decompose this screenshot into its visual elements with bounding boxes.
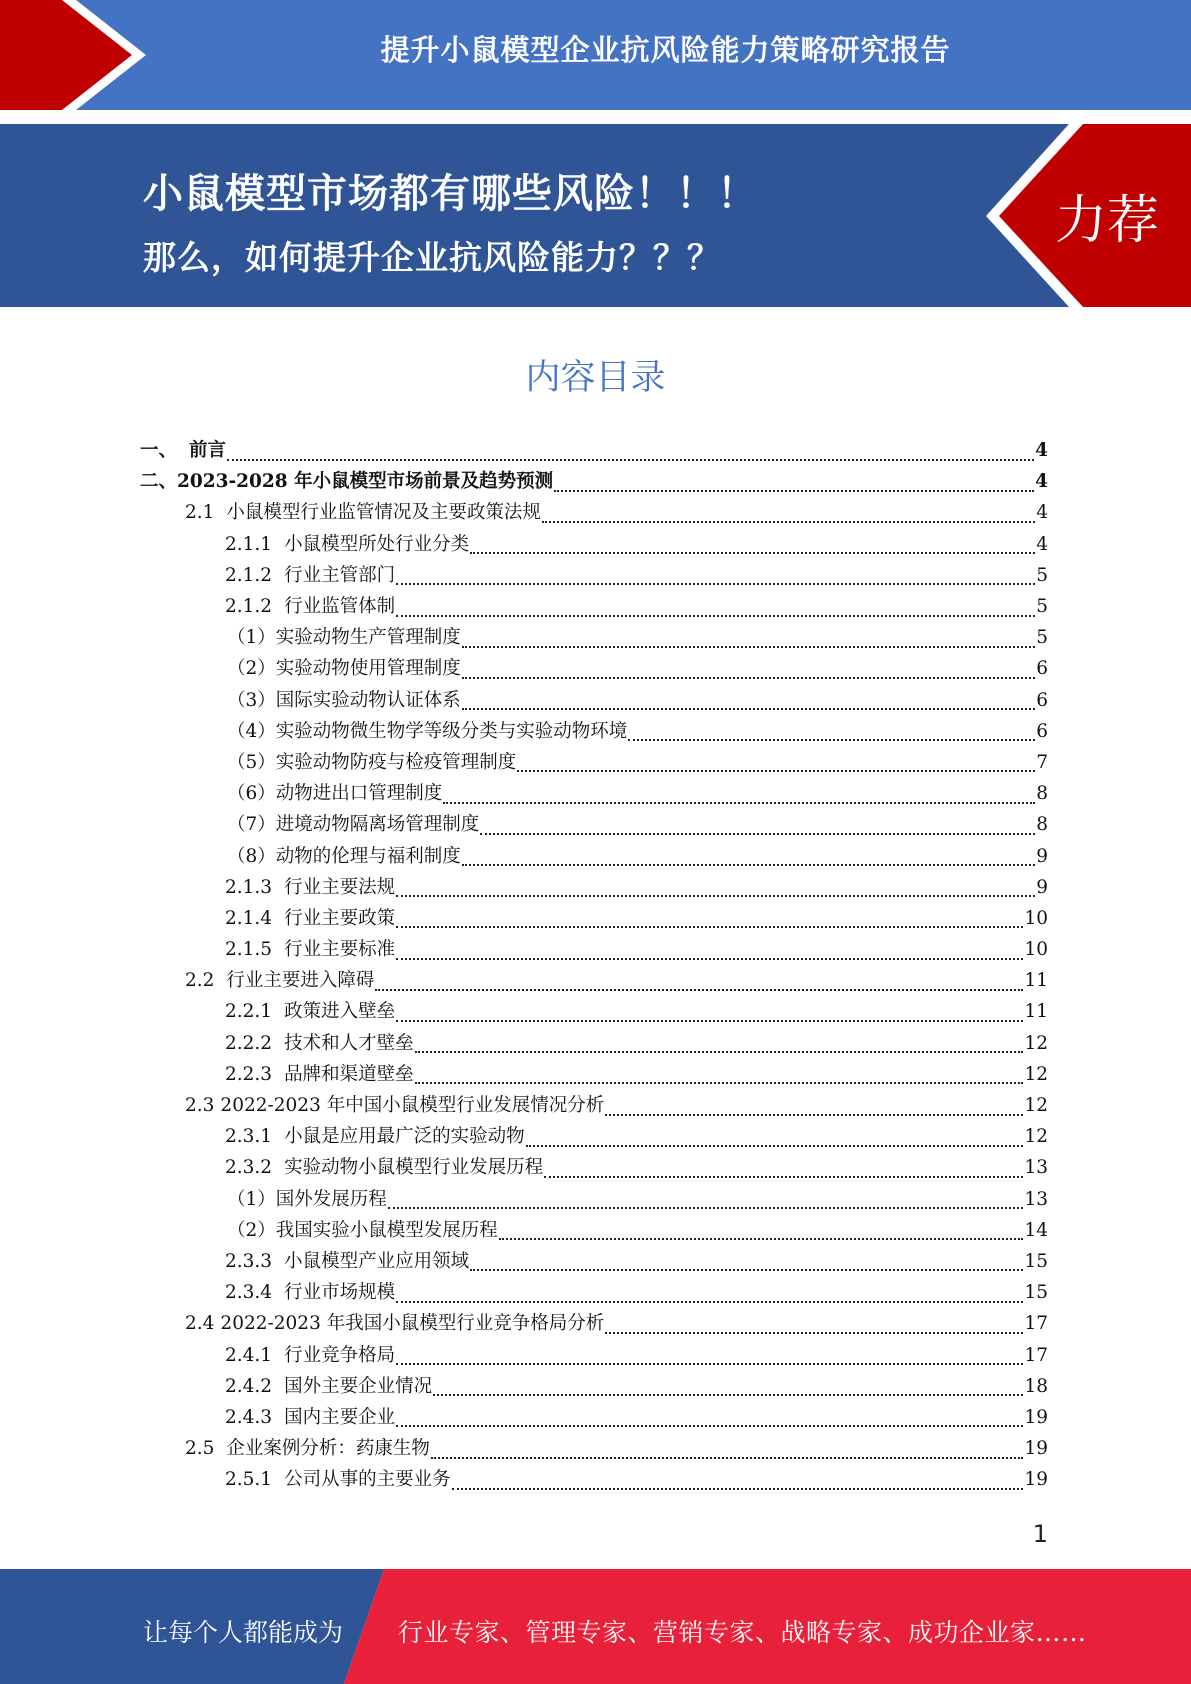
toc-entry[interactable]: 2.2.1 政策进入壁垒 11 [140,996,1048,1027]
dot-leader [375,969,1023,991]
toc-entry-text: 国外发展历程 [275,1188,387,1210]
toc-entry[interactable]: 2.1.5 行业主要标准 10 [140,934,1048,965]
toc-entry[interactable]: 2.5 企业案例分析：药康生物 19 [140,1433,1048,1464]
dot-leader [415,1062,1024,1084]
toc-entry-text: 动物的伦理与福利制度 [275,845,461,867]
toc-entry-page: 15 [1024,1250,1048,1272]
toc-entry-page: 19 [1024,1406,1048,1428]
toc-entry-text: 政策进入壁垒 [284,1001,396,1023]
toc-entry-text: 公司从事的主要业务 [284,1469,451,1491]
toc-entry-text: 行业监管体制 [284,596,396,618]
toc-entry-text: 2023-2028 年小鼠模型市场前景及趋势预测 [177,471,554,493]
toc-entry-text: 行业主要政策 [284,907,396,929]
dot-leader [462,844,1035,866]
toc-entry-page: 6 [1036,658,1048,680]
dot-leader [452,1468,1024,1490]
toc-entry-page: 17 [1024,1344,1048,1366]
toc-entry-text: 品牌和渠道壁垒 [284,1063,414,1085]
dot-leader [605,1094,1023,1116]
toc-entry-text: 实验动物生产管理制度 [275,627,461,649]
dot-leader [396,1281,1023,1303]
toc-entry[interactable]: 2.3.1 小鼠是应用最广泛的实验动物 12 [140,1121,1048,1152]
toc-entry-page: 10 [1024,939,1048,961]
dot-leader [443,782,1035,804]
dot-leader [388,1187,1024,1209]
toc-entry-text: 小鼠是应用最广泛的实验动物 [284,1126,525,1148]
report-title: 提升小鼠模型企业抗风险能力策略研究报告 [380,33,951,67]
toc-entry-page: 11 [1024,1001,1048,1023]
toc-entry[interactable]: 2.2 行业主要进入障碍 11 [140,965,1048,996]
toc-entry[interactable]: 2.4 2022-2023 年我国小鼠模型行业竞争格局分析 17 [140,1308,1048,1339]
dot-leader [462,626,1035,648]
toc-entry[interactable]: 2.3.3 小鼠模型产业应用领域 15 [140,1246,1048,1277]
dot-leader [462,688,1035,710]
toc-entry[interactable]: 2.3 2022-2023 年中国小鼠模型行业发展情况分析 12 [140,1090,1048,1121]
toc-entry-page: 4 [1036,533,1048,555]
toc-entry-text: 行业主管部门 [284,564,396,586]
toc-entry-page: 4 [1035,471,1048,493]
toc-entry-page: 19 [1024,1438,1048,1460]
footer-band [0,1569,1191,1684]
toc-entry[interactable]: 2.1.4 行业主要政策 10 [140,903,1048,934]
dot-leader [396,906,1023,928]
dot-leader [433,1374,1023,1396]
toc-entry-text: 行业主要法规 [284,876,396,898]
toc-entry-text: 实验动物防疫与检疫管理制度 [275,751,517,773]
toc-entry[interactable]: 2.3.2 实验动物小鼠模型行业发展历程 13 [140,1152,1048,1183]
toc-entry-page: 7 [1036,751,1048,773]
toc-entry[interactable]: （2） 我国实验小鼠模型发展历程 14 [140,1215,1048,1246]
toc-entry-text: 行业竞争格局 [284,1344,396,1366]
dot-leader [396,1343,1023,1365]
toc-entry[interactable]: （4） 实验动物微生物学等级分类与实验动物环境 6 [140,716,1048,747]
toc-entry-page: 5 [1036,627,1048,649]
table-of-contents [140,435,1048,1495]
toc-entry-page: 8 [1036,783,1048,805]
toc-entry-page: 8 [1036,814,1048,836]
toc-entry[interactable]: 2.4.1 行业竞争格局 17 [140,1339,1048,1370]
dot-leader [431,1437,1024,1459]
dot-leader [415,1031,1024,1053]
toc-entry[interactable]: 二、 2023-2028 年小鼠模型市场前景及趋势预测 4 [140,466,1048,497]
dot-leader [396,1405,1023,1427]
toc-entry-text: 国内主要企业 [284,1406,396,1428]
toc-entry-page: 19 [1024,1469,1048,1491]
toc-entry-text: 国外主要企业情况 [284,1375,433,1397]
toc-entry[interactable]: （7） 进境动物隔离场管理制度 8 [140,809,1048,840]
footer-slogan-right: 行业专家、管理专家、营销专家、战略专家、成功企业家…… [398,1618,1087,1647]
toc-entry[interactable]: 2.1 小鼠模型行业监管情况及主要政策法规 4 [140,497,1048,528]
toc-entry-text: 实验动物小鼠模型行业发展历程 [284,1157,544,1179]
toc-entry-page: 15 [1024,1282,1048,1304]
toc-entry-page: 9 [1036,845,1048,867]
recommend-badge: 力荐 [1054,191,1159,251]
toc-entry-page: 17 [1024,1313,1048,1335]
dot-leader [396,1000,1023,1022]
toc-entry-text: 行业市场规模 [284,1282,396,1304]
dot-leader [554,470,1034,492]
dot-leader [470,532,1035,554]
toc-entry-text: 小鼠模型产业应用领域 [284,1250,470,1272]
toc-entry-text: 前言 [189,440,227,462]
toc-entry[interactable]: （1） 国外发展历程 13 [140,1184,1048,1215]
toc-entry[interactable]: 2.5.1 公司从事的主要业务 19 [140,1464,1048,1495]
toc-entry-page: 4 [1036,502,1048,524]
dot-leader [526,1125,1024,1147]
toc-entry-page: 12 [1024,1063,1048,1085]
toc-entry-text: 实验动物使用管理制度 [275,658,461,680]
dot-leader [628,719,1035,741]
toc-entry[interactable]: 2.4.3 国内主要企业 19 [140,1402,1048,1433]
dot-leader [499,1218,1024,1240]
footer-slogan-left: 让每个人都能成为 [143,1618,344,1647]
toc-entry-text: 行业主要标准 [284,939,396,961]
toc-entry-page: 12 [1024,1126,1048,1148]
dot-leader [470,1249,1023,1271]
toc-entry-page: 6 [1036,689,1048,711]
toc-entry-page: 11 [1024,970,1048,992]
toc-entry-text: 国际实验动物认证体系 [275,689,461,711]
dot-leader [605,1312,1023,1334]
dot-leader [480,813,1035,835]
toc-entry-text: 2022-2023 年中国小鼠模型行业发展情况分析 [220,1095,605,1117]
toc-entry[interactable]: 2.1.2 行业监管体制 5 [140,591,1048,622]
dot-leader [517,750,1035,772]
toc-entry-text: 2022-2023 年我国小鼠模型行业竞争格局分析 [220,1313,605,1335]
dot-leader [396,875,1035,897]
toc-entry-page: 9 [1036,876,1048,898]
toc-heading: 内容目录 [525,358,666,398]
toc-entry[interactable]: （8） 动物的伦理与福利制度 9 [140,840,1048,871]
toc-entry-text: 实验动物微生物学等级分类与实验动物环境 [275,720,628,742]
toc-entry[interactable]: （6） 动物进出口管理制度 8 [140,778,1048,809]
toc-entry[interactable]: （3） 国际实验动物认证体系 6 [140,685,1048,716]
toc-entry[interactable]: （1） 实验动物生产管理制度 5 [140,622,1048,653]
toc-entry[interactable]: 2.3.4 行业市场规模 15 [140,1277,1048,1308]
report-header-band [0,0,1191,110]
toc-entry[interactable]: （2） 实验动物使用管理制度 6 [140,653,1048,684]
dot-leader [396,563,1035,585]
dot-leader [227,439,1034,461]
toc-entry-text: 小鼠模型行业监管情况及主要政策法规 [226,502,541,524]
toc-entry[interactable]: 2.2.2 技术和人才壁垒 12 [140,1028,1048,1059]
toc-entry-page: 6 [1036,720,1048,742]
dot-leader [542,501,1035,523]
toc-entry-text: 进境动物隔离场管理制度 [275,814,480,836]
toc-entry-text: 技术和人才壁垒 [284,1032,414,1054]
page-number: 1 [1032,1520,1048,1548]
dot-leader [544,1156,1023,1178]
toc-entry-page: 14 [1024,1219,1048,1241]
toc-entry-page: 4 [1035,440,1048,462]
toc-entry-page: 10 [1024,907,1048,929]
toc-entry[interactable]: 2.1.3 行业主要法规 9 [140,872,1048,903]
toc-entry-page: 13 [1024,1157,1048,1179]
dot-leader [462,657,1035,679]
header-arrow-decoration [0,0,150,110]
toc-entry-text: 动物进出口管理制度 [275,783,443,805]
dot-leader [396,595,1035,617]
toc-entry-page: 13 [1024,1188,1048,1210]
toc-entry-page: 5 [1036,564,1048,586]
toc-entry-text: 我国实验小鼠模型发展历程 [275,1219,498,1241]
toc-entry[interactable]: （5） 实验动物防疫与检疫管理制度 7 [140,747,1048,778]
toc-entry-page: 12 [1024,1095,1048,1117]
toc-entry-text: 小鼠模型所处行业分类 [284,533,470,555]
hero-headline: 小鼠模型市场都有哪些风险！！！ [143,171,758,217]
toc-entry[interactable]: 2.2.3 品牌和渠道壁垒 12 [140,1059,1048,1090]
toc-entry-page: 12 [1024,1032,1048,1054]
toc-entry[interactable]: 2.4.2 国外主要企业情况 18 [140,1371,1048,1402]
toc-entry-page: 18 [1024,1375,1048,1397]
toc-entry-text: 行业主要进入障碍 [226,970,375,992]
dot-leader [396,938,1023,960]
toc-entry-text: 企业案例分析：药康生物 [226,1438,430,1460]
toc-entry[interactable]: 一、 前言 4 [140,435,1048,466]
toc-entry-page: 5 [1036,596,1048,618]
hero-subheadline: 那么，如何提升企业抗风险能力？？？ [143,238,721,277]
toc-entry[interactable]: 2.1.2 行业主管部门 5 [140,560,1048,591]
toc-entry[interactable]: 2.1.1 小鼠模型所处行业分类 4 [140,529,1048,560]
